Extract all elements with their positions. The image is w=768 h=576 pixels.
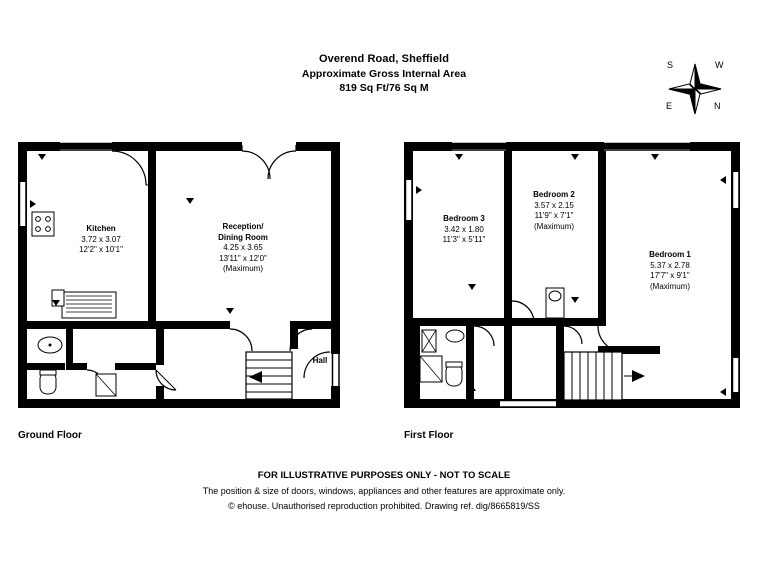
first-arrow-bed3-bottom <box>468 284 476 290</box>
room-hall-name: Hall <box>312 356 328 365</box>
page-title: Overend Road, Sheffield <box>318 53 450 65</box>
room-reception-dim-imperial: 13'11" x 12'0" <box>219 253 267 263</box>
room-kitchen-dim-imperial: 12'2" x 10'1" <box>79 245 123 255</box>
footer-disclaimer: FOR ILLUSTRATIVE PURPOSES ONLY - NOT TO SCALE <box>257 470 511 481</box>
first-arrow-right-upper <box>720 176 726 184</box>
room-bedroom-1 <box>620 250 720 292</box>
room-bedroom-3-name: Bedroom 3 <box>443 214 485 223</box>
room-bedroom-1-name: Bedroom 1 <box>649 250 691 259</box>
room-reception-note: (Maximum) <box>223 264 263 274</box>
room-bedroom-2 <box>506 190 602 232</box>
area-value: 819 Sq Ft/76 Sq M <box>339 82 429 95</box>
first-arrow-bed1-top <box>651 154 659 160</box>
room-bedroom-1-note: (Maximum) <box>650 281 690 291</box>
room-bedroom-2-name: Bedroom 2 <box>533 190 575 199</box>
first-arrow-bed3-bottom2 <box>468 385 476 391</box>
first-arrow-right-lower <box>720 388 726 396</box>
first-arrow-bed3-top <box>455 154 463 160</box>
compass-label-south: S <box>667 60 674 70</box>
first-floor-label: First Floor <box>404 430 454 441</box>
room-reception-name-2: Dining Room <box>218 232 268 242</box>
footer-copyright: © ehouse. Unauthorised reproduction prohibited. Drawing ref. dig/8665819/SS <box>228 500 540 511</box>
room-bedroom-3 <box>416 214 512 246</box>
first-arrow-landing <box>571 297 579 303</box>
room-reception-dim-metric: 4.25 x 3.65 <box>223 243 263 253</box>
room-bedroom-3-dim-metric: 3.42 x 1.80 <box>444 224 484 234</box>
room-bedroom-2-note: (Maximum) <box>534 221 574 231</box>
room-bedroom-2-dim-metric: 3.57 x 2.15 <box>534 200 574 210</box>
compass-label-north: N <box>714 101 721 111</box>
room-bedroom-1-dim-metric: 5.37 x 2.78 <box>650 260 690 270</box>
footer-block <box>0 468 768 513</box>
ground-floor-label: Ground Floor <box>18 430 82 441</box>
room-kitchen-dim-metric: 3.72 x 3.07 <box>81 234 121 244</box>
room-reception-name-1: Reception/ <box>222 222 264 231</box>
first-arrow-left <box>416 186 422 194</box>
room-bedroom-1-dim-imperial: 17'7" x 9'1" <box>650 271 690 281</box>
room-kitchen-name: Kitchen <box>86 224 116 233</box>
footer-note: The position & size of doors, windows, appliances and other features are approximate only. <box>202 485 566 496</box>
room-bedroom-3-dim-imperial: 11'3" x 5'11" <box>442 235 486 245</box>
compass-label-west: W <box>715 60 724 70</box>
compass-label-east: E <box>666 101 673 111</box>
area-label: Approximate Gross Internal Area <box>301 67 467 80</box>
first-arrow-bed2-top <box>571 154 579 160</box>
room-bedroom-2-dim-imperial: 11'9" x 7'1" <box>534 211 574 221</box>
